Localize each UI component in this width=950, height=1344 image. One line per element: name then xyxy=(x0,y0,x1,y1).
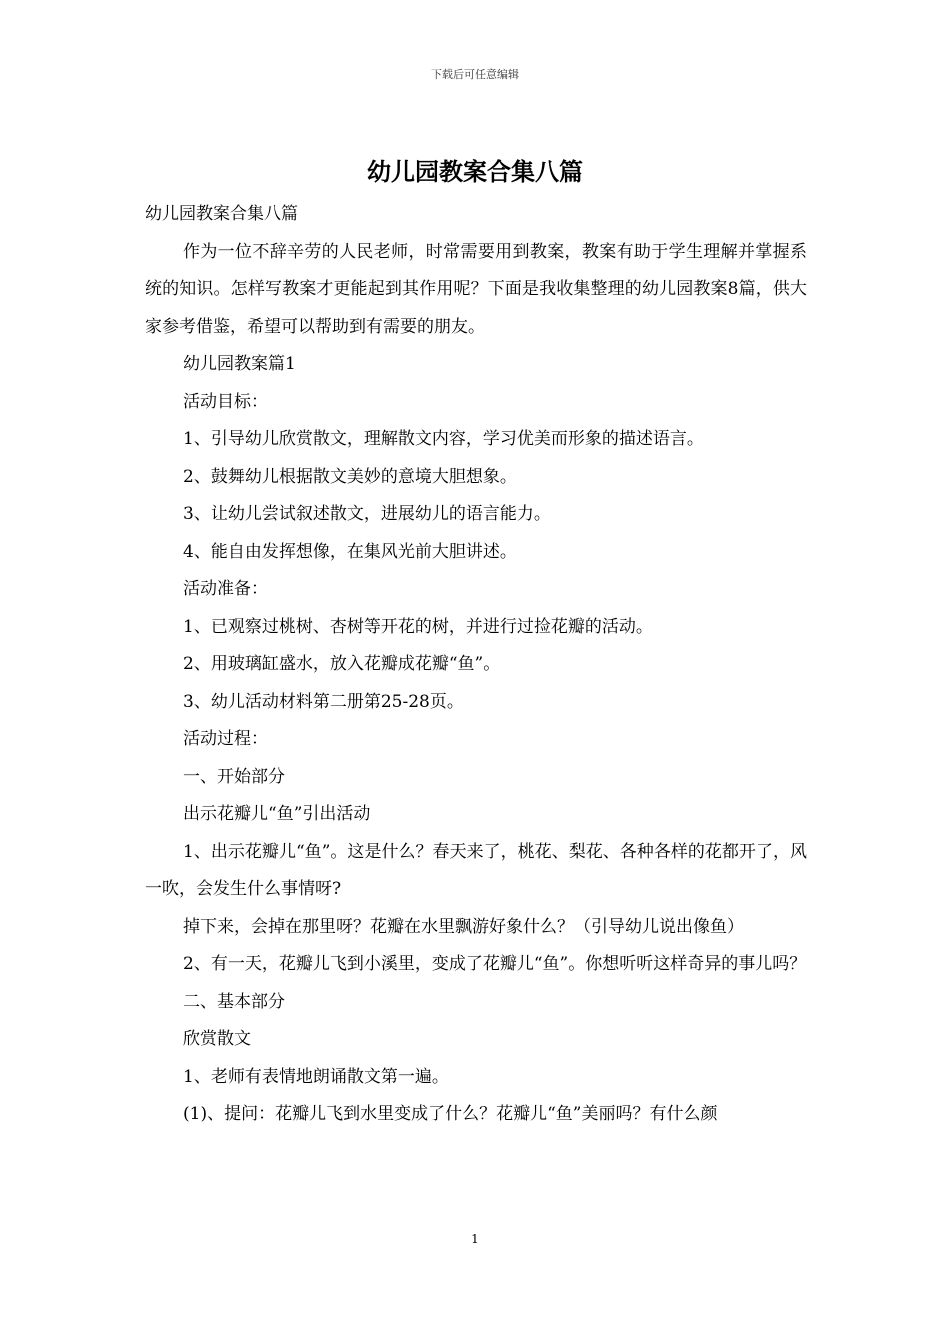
page-number: 1 xyxy=(471,1232,479,1246)
body-paragraph: (1)、提问：花瓣儿飞到水里变成了什么？花瓣儿“鱼”美丽吗？有什么颜 xyxy=(183,1104,718,1124)
body-paragraph: 3、让幼儿尝试叙述散文，进展幼儿的语言能力。 xyxy=(183,504,551,524)
body-paragraph: 幼儿园教案篇1 xyxy=(183,354,296,374)
body-paragraph: 一、开始部分 xyxy=(183,766,285,787)
body-paragraph: 二、基本部分 xyxy=(183,991,285,1012)
body-paragraph: 1、已观察过桃树、杏树等开花的树，并进行过捡花瓣的活动。 xyxy=(183,616,653,637)
body-paragraph: 活动准备： xyxy=(183,579,268,599)
body-paragraph: 1、引导幼儿欣赏散文，理解散文内容，学习优美而形象的描述语言。 xyxy=(183,429,704,449)
body-paragraph: 2、用玻璃缸盛水，放入花瓣成花瓣“鱼”。 xyxy=(183,654,501,674)
document-body xyxy=(145,196,807,1134)
body-paragraph: 4、能自由发挥想像，在集风光前大胆讲述。 xyxy=(183,541,517,562)
body-paragraph: 2、有一天，花瓣儿飞到小溪里，变成了花瓣儿“鱼”。你想听听这样奇异的事儿吗？ xyxy=(183,954,807,974)
document-title: 幼儿园教案合集八篇 xyxy=(367,157,583,186)
body-paragraph: 3、幼儿活动材料第二册第25-28页。 xyxy=(183,691,464,712)
body-paragraph: 2、鼓舞幼儿根据散文美妙的意境大胆想象。 xyxy=(183,466,517,487)
body-paragraph: 1、出示花瓣儿“鱼”。这是什么？春天来了，桃花、梨花、各种各样的花都开了，风一吹，会发生什么事情呀? xyxy=(145,841,807,899)
body-paragraph: 活动过程： xyxy=(183,729,268,749)
body-paragraph: 欣赏散文 xyxy=(183,1029,251,1049)
page-header-note: 下载后可任意编辑 xyxy=(431,68,519,81)
body-paragraph: 作为一位不辞辛劳的人民老师，时常需要用到教案，教案有助于学生理解并掌握系统的知识。怎样写教案才更能起到其作用呢？下面是我收集整理的幼儿园教案8篇，供大家参考借鉴，希望可以帮助到有需要的朋友。 xyxy=(145,241,807,337)
body-paragraph: 1、老师有表情地朗诵散文第一遍。 xyxy=(183,1066,449,1087)
body-paragraph: 幼儿园教案合集八篇 xyxy=(145,204,298,224)
body-paragraph: 出示花瓣儿“鱼”引出活动 xyxy=(183,804,371,824)
body-paragraph: 活动目标： xyxy=(183,391,268,412)
body-paragraph: 掉下来，会掉在那里呀？花瓣在水里飘游好象什么？（引导幼儿说出像鱼） xyxy=(183,916,744,937)
